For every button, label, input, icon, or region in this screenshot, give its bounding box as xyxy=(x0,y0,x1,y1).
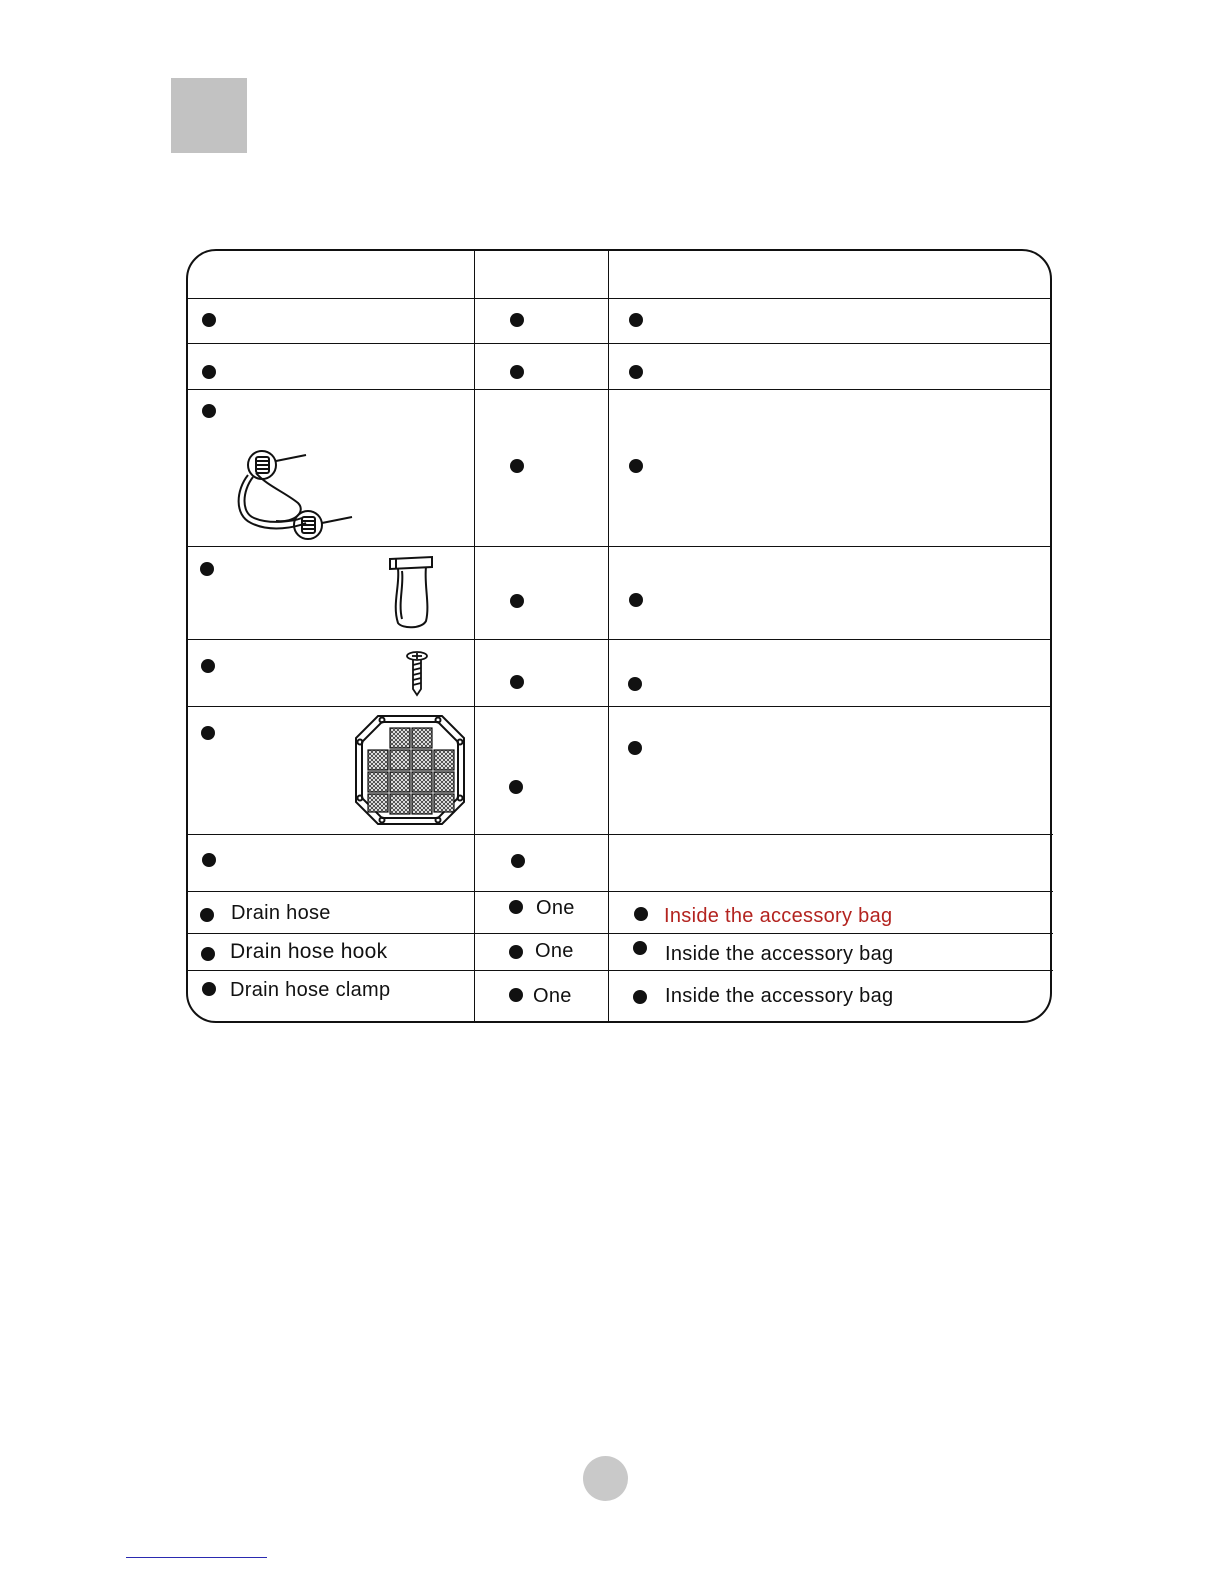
bullet-icon xyxy=(511,854,525,868)
item-quantity-drain-hose-hook: One xyxy=(535,940,574,962)
bullet-icon xyxy=(634,907,648,921)
bullet-icon xyxy=(629,593,643,607)
bullet-icon xyxy=(202,404,216,418)
bullet-icon xyxy=(629,365,643,379)
bullet-icon xyxy=(509,780,523,794)
row-divider xyxy=(187,706,1051,707)
bullet-icon xyxy=(509,945,523,959)
row-divider xyxy=(187,343,1051,344)
bullet-icon xyxy=(201,726,215,740)
column-divider xyxy=(474,250,475,1022)
inlet-hose-icon xyxy=(226,445,361,545)
bullet-icon xyxy=(200,562,214,576)
bullet-icon xyxy=(629,459,643,473)
filter-screen-icon xyxy=(352,712,468,828)
bullet-icon xyxy=(628,741,642,755)
item-location-drain-hose-clamp: Inside the accessory bag xyxy=(665,985,894,1007)
item-quantity-drain-hose-clamp: One xyxy=(533,985,572,1007)
item-location-drain-hose-hook: Inside the accessory bag xyxy=(665,943,894,965)
bullet-icon xyxy=(629,313,643,327)
bullet-icon xyxy=(509,900,523,914)
row-divider xyxy=(187,970,1053,971)
screw-icon xyxy=(404,651,430,697)
bullet-icon xyxy=(510,675,524,689)
bullet-icon xyxy=(202,982,216,996)
row-divider xyxy=(187,933,1053,934)
bullet-icon xyxy=(201,947,215,961)
row-divider xyxy=(187,546,1051,547)
bullet-icon xyxy=(202,313,216,327)
footer-link[interactable] xyxy=(126,1557,267,1558)
item-name-drain-hose-clamp: Drain hose clamp xyxy=(230,979,391,1001)
bullet-icon xyxy=(200,908,214,922)
bullet-icon xyxy=(510,459,524,473)
item-name-drain-hose-hook: Drain hose hook xyxy=(230,940,388,963)
bullet-icon xyxy=(510,365,524,379)
bullet-icon xyxy=(633,941,647,955)
column-divider xyxy=(608,250,609,1022)
bullet-icon xyxy=(510,594,524,608)
row-divider xyxy=(187,891,1053,892)
row-divider xyxy=(187,389,1051,390)
row-divider xyxy=(187,639,1051,640)
bullet-icon xyxy=(202,365,216,379)
item-quantity-drain-hose: One xyxy=(536,897,575,919)
bullet-icon xyxy=(633,990,647,1004)
bullet-icon xyxy=(201,659,215,673)
section-marker xyxy=(171,78,247,153)
hose-holder-icon xyxy=(386,555,438,631)
item-name-drain-hose: Drain hose xyxy=(231,902,331,924)
row-divider xyxy=(187,834,1053,835)
bullet-icon xyxy=(202,853,216,867)
page-number-badge xyxy=(583,1456,628,1501)
item-location-drain-hose: Inside the accessory bag xyxy=(664,905,893,927)
bullet-icon xyxy=(509,988,523,1002)
bullet-icon xyxy=(628,677,642,691)
row-divider xyxy=(187,298,1051,299)
bullet-icon xyxy=(510,313,524,327)
